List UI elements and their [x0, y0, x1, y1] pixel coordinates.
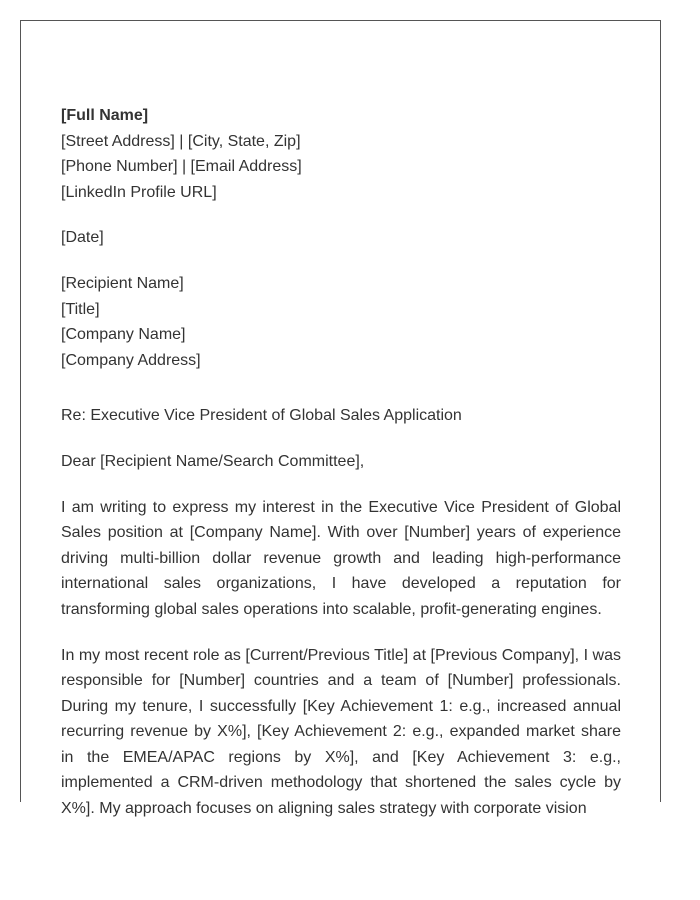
sender-linkedin: [LinkedIn Profile URL] [61, 183, 217, 201]
sender-block [61, 103, 621, 205]
subject-text: Re: Executive Vice President of Global Sales Application [61, 407, 462, 425]
letter-page [20, 20, 661, 818]
recipient-address: [Company Address] [61, 351, 201, 369]
recipient-title: [Title] [61, 300, 100, 318]
body-paragraph-1: I am writing to express my interest in the Executive Vice President of Global Sales position at [Company Name]. With over [Number] years of experience driving multi-billion dollar revenue growth and leading high-performance international sales organizations, I have developed a reputation for transforming global sales operations into scalable, profit-generating engines. [61, 498, 621, 618]
recipient-block [61, 271, 621, 373]
letter-date: [Date] [61, 229, 104, 247]
salutation-text: Dear [Recipient Name/Search Committee], [61, 452, 365, 470]
subject-line [61, 403, 621, 429]
sender-name: [Full Name] [61, 107, 149, 124]
letter-content [61, 103, 621, 838]
recipient-company: [Company Name] [61, 326, 186, 344]
salutation [61, 449, 621, 475]
date-block [61, 225, 621, 251]
recipient-name: [Recipient Name] [61, 274, 184, 292]
sender-contact: [Phone Number] | [Email Address] [61, 158, 302, 176]
sender-address: [Street Address] | [City, State, Zip] [61, 132, 301, 150]
body-paragraph-2: In my most recent role as [Current/Previous Title] at [Previous Company], I was responsible for [Number] countries and a team of [Number] professionals. During my tenure, I successfully [Key Achievement 1: e.g., increased annual recurring revenue by X%], [Key Achievement 2: e.g., expanded market share in the EMEA/APAC regions by X%], and [Key Achievement 3: e.g., implemented a CRM-driven methodology that shortened the sales cycle by X%]. My approach focuses on aligning sales strategy with corporate vision [61, 646, 621, 818]
